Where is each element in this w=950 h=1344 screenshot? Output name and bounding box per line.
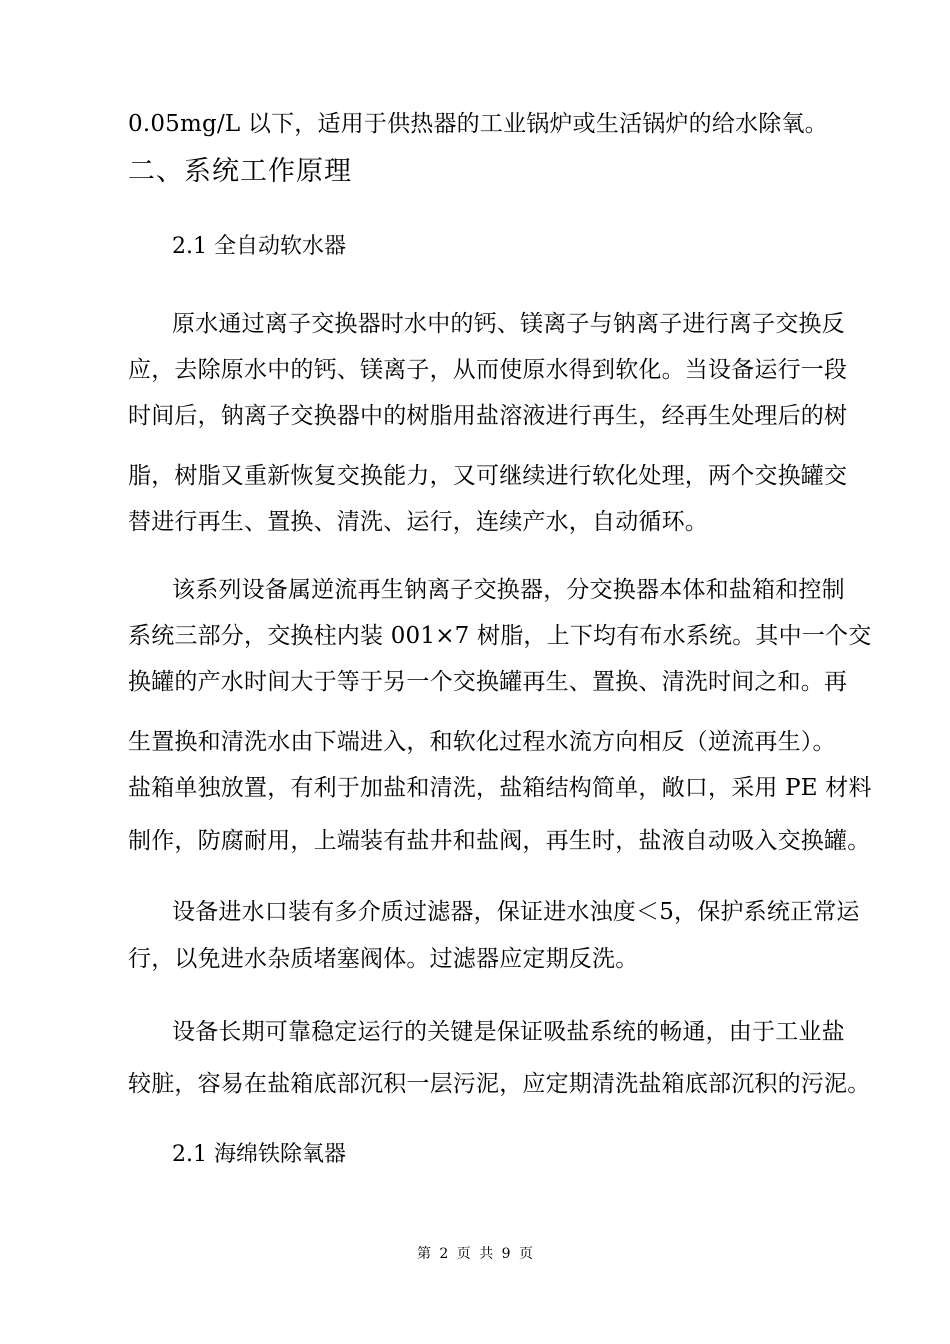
paragraph-line: 系统三部分，交换柱内装 001×7 树脂，上下均有布水系统。其中一个交 — [128, 623, 872, 649]
paragraph-line: 较脏，容易在盐箱底部沉积一层污泥，应定期清洗盐箱底部沉积的污泥。 — [128, 1071, 871, 1097]
subsection-heading-deaerator: 2.1 海绵铁除氧器 — [172, 1142, 346, 1167]
paragraph-line: 该系列设备属逆流再生钠离子交换器，分交换器本体和盐箱和控制 — [172, 577, 845, 603]
subsection-heading-softener: 2.1 全自动软水器 — [172, 234, 346, 259]
page-footer: 第 2 页 共 9 页 — [416, 1246, 534, 1262]
paragraph-line: 时间后，钠离子交换器中的树脂用盐溶液进行再生，经再生处理后的树 — [128, 403, 848, 429]
paragraph-line: 换罐的产水时间大于等于另一个交换罐再生、置换、清洗时间之和。再 — [128, 669, 848, 695]
section-heading: 二、系统工作原理 — [128, 156, 352, 187]
intro-text-line: 0.05mg/L 以下，适用于供热器的工业锅炉或生活锅炉的给水除氧。 — [128, 111, 828, 137]
paragraph-line: 盐箱单独放置，有利于加盐和清洗，盐箱结构简单，敞口，采用 PE 材料 — [128, 775, 872, 801]
paragraph-line: 设备进水口装有多介质过滤器，保证进水浊度＜5，保护系统正常运 — [172, 899, 860, 925]
paragraph-line: 原水通过离子交换器时水中的钙、镁离子与钠离子进行离子交换反 — [172, 311, 845, 337]
paragraph-line: 应，去除原水中的钙、镁离子，从而使原水得到软化。当设备运行一段 — [128, 357, 848, 383]
paragraph-line: 替进行再生、置换、清洗、运行，连续产水，自动循环。 — [128, 509, 708, 535]
paragraph-line: 行，以免进水杂质堵塞阀体。过滤器应定期反洗。 — [128, 946, 639, 972]
paragraph-line: 脂，树脂又重新恢复交换能力，又可继续进行软化处理，两个交换罐交 — [128, 463, 848, 489]
paragraph-line: 设备长期可靠稳定运行的关键是保证吸盐系统的畅通，由于工业盐 — [172, 1019, 845, 1045]
paragraph-line: 生置换和清洗水由下端进入，和软化过程水流方向相反（逆流再生）。 — [128, 729, 836, 755]
paragraph-line: 制作，防腐耐用，上端装有盐井和盐阀，再生时，盐液自动吸入交换罐。 — [128, 828, 871, 854]
